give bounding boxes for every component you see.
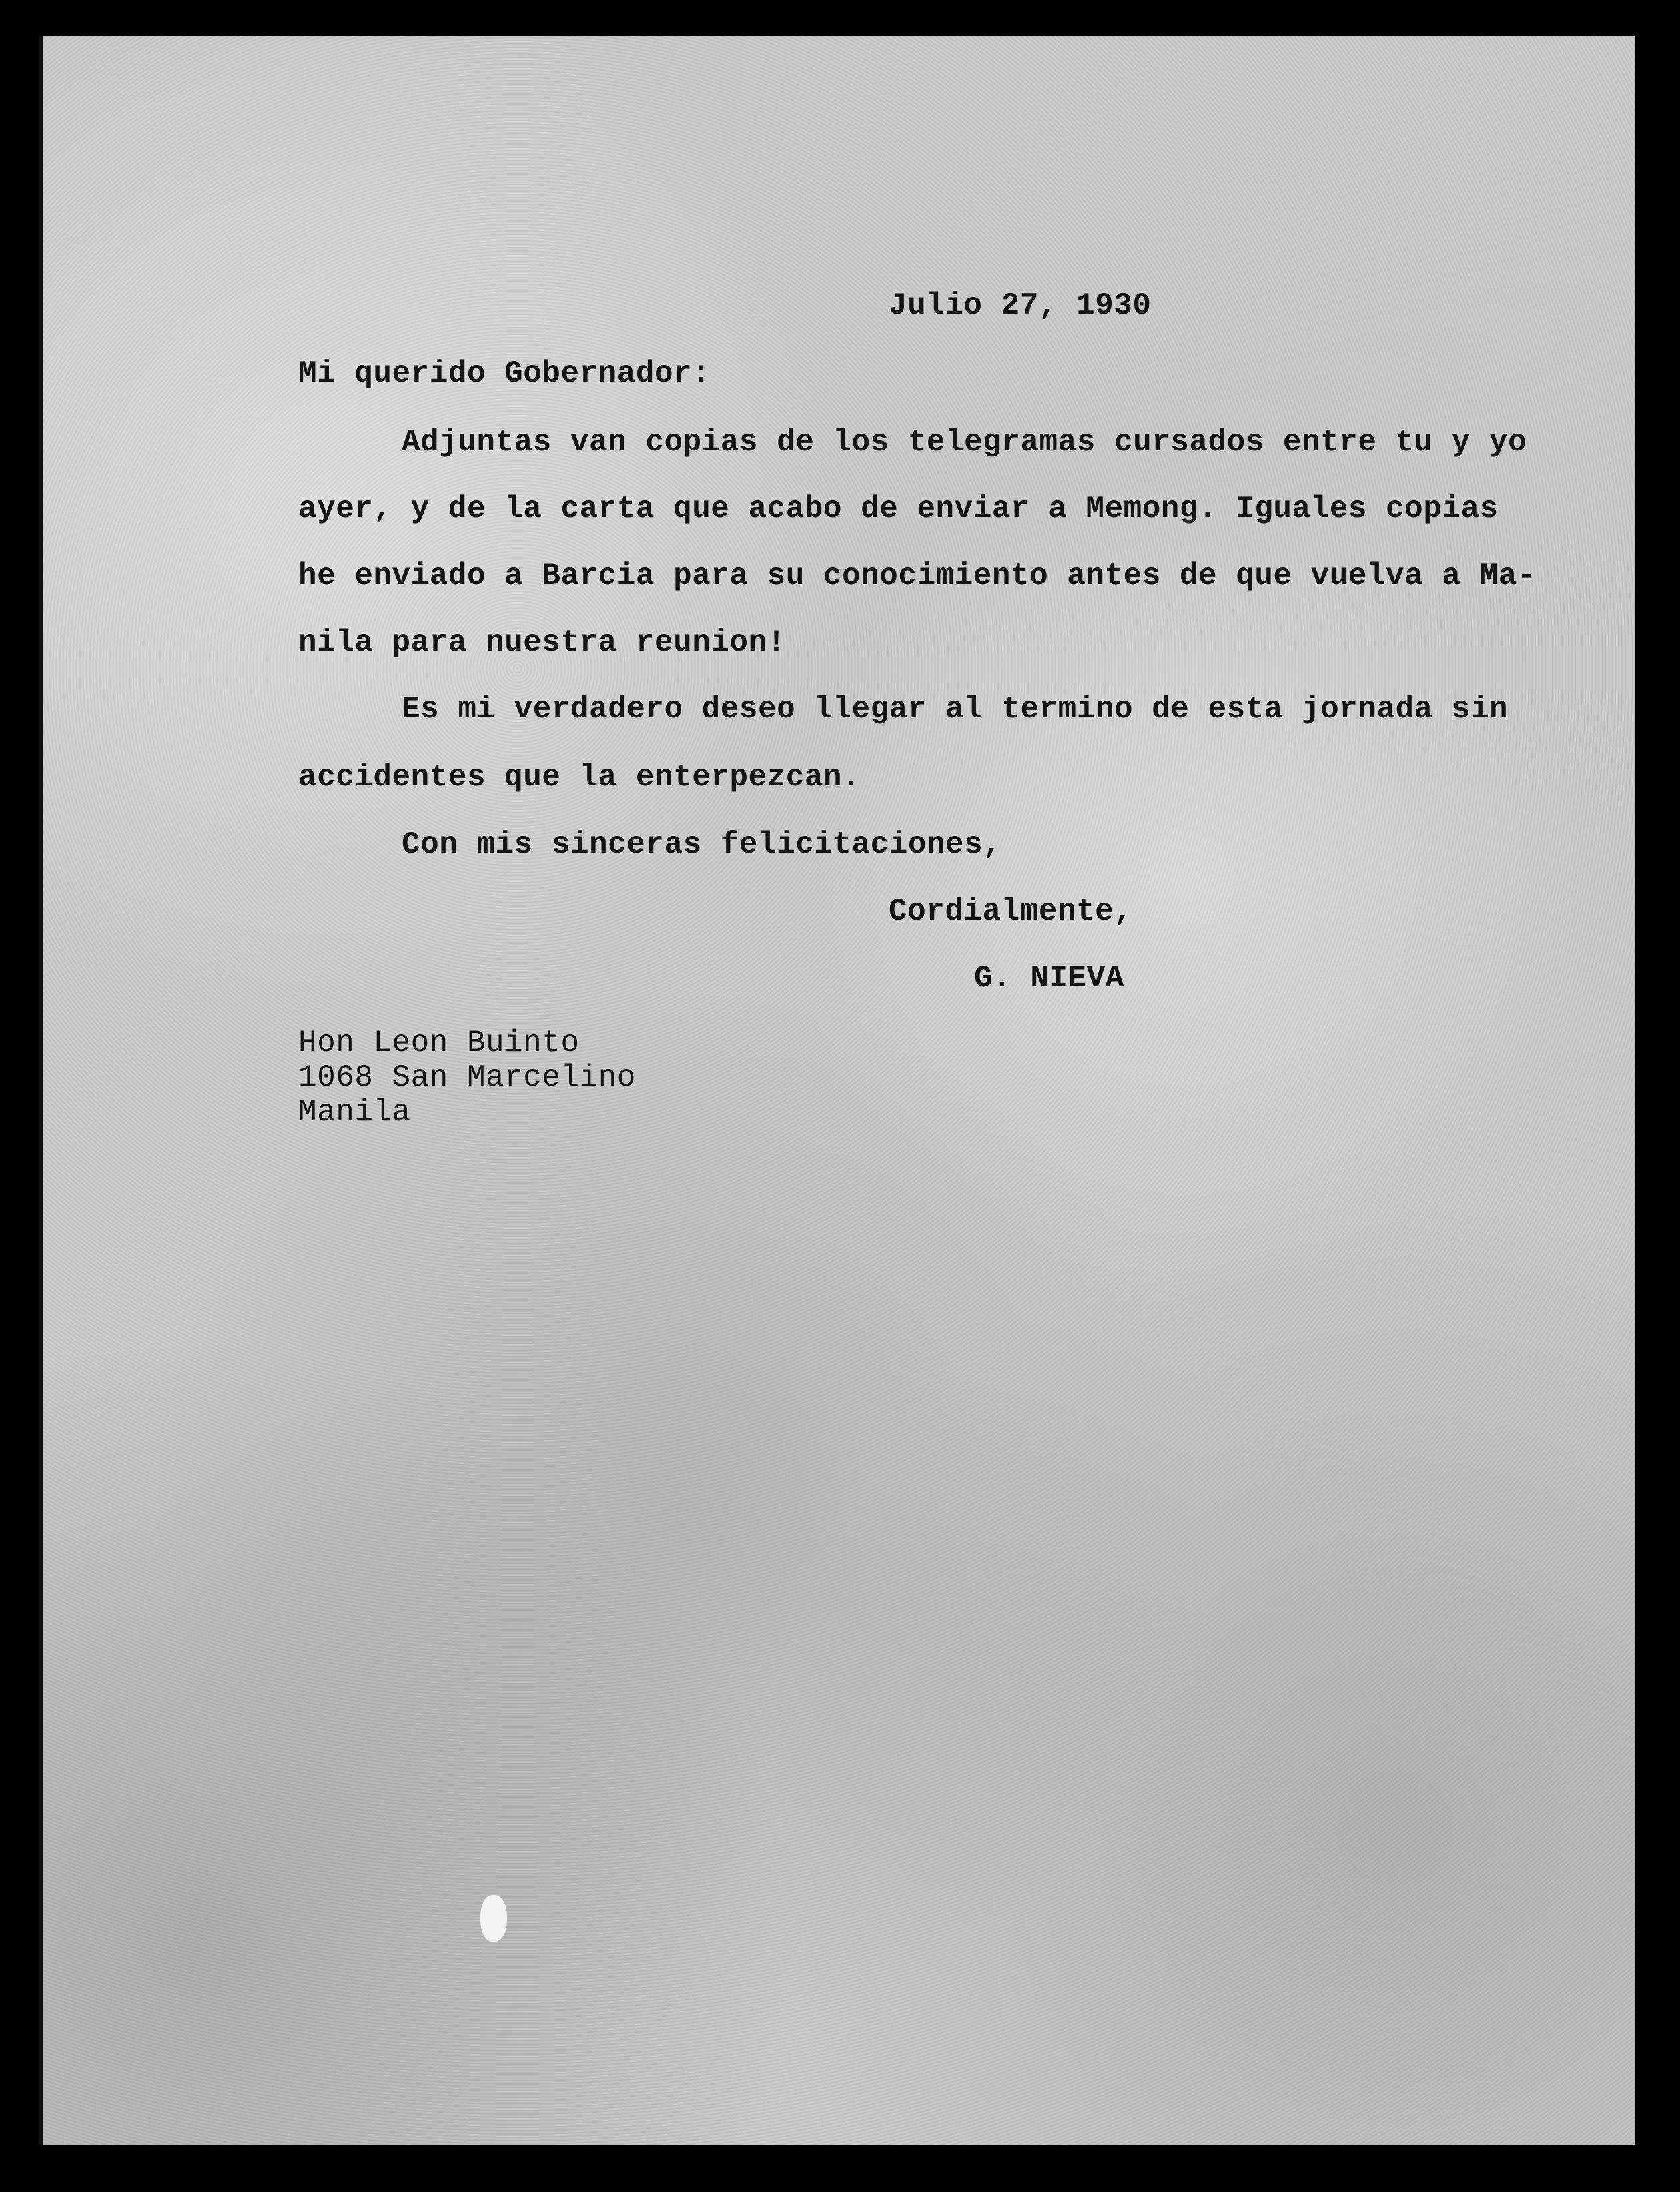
letter-page <box>39 36 1635 2145</box>
body-line-2: ayer, y de la carta que acabo de enviar a Memong. Iguales copias <box>298 492 1499 526</box>
paper-speck <box>480 1895 507 1942</box>
address-line-3: Manila <box>298 1095 411 1130</box>
closing-line: Con mis sinceras felicitaciones, <box>402 827 1002 862</box>
body-line-1: Adjuntas van copias de los telegramas cursados entre tu y yo <box>402 425 1527 460</box>
valediction: Cordialmente, <box>889 894 1133 929</box>
signature: G. NIEVA <box>974 961 1124 996</box>
address-line-2: 1068 San Marcelino <box>298 1060 636 1095</box>
letter-date: Julio 27, 1930 <box>889 288 1152 323</box>
body-line-5: Es mi verdadero deseo llegar al termino de esta jornada sin <box>402 692 1509 727</box>
body-line-4: nila para nuestra reunion! <box>298 625 786 660</box>
salutation: Mi querido Gobernador: <box>298 356 711 391</box>
page-edge-shadow <box>39 36 43 2145</box>
address-line-1: Hon Leon Buinto <box>298 1026 580 1060</box>
body-line-3: he enviado a Barcia para su conocimiento antes de que vuelva a Ma- <box>298 559 1536 593</box>
body-line-6: accidentes que la enterpezcan. <box>298 760 861 795</box>
